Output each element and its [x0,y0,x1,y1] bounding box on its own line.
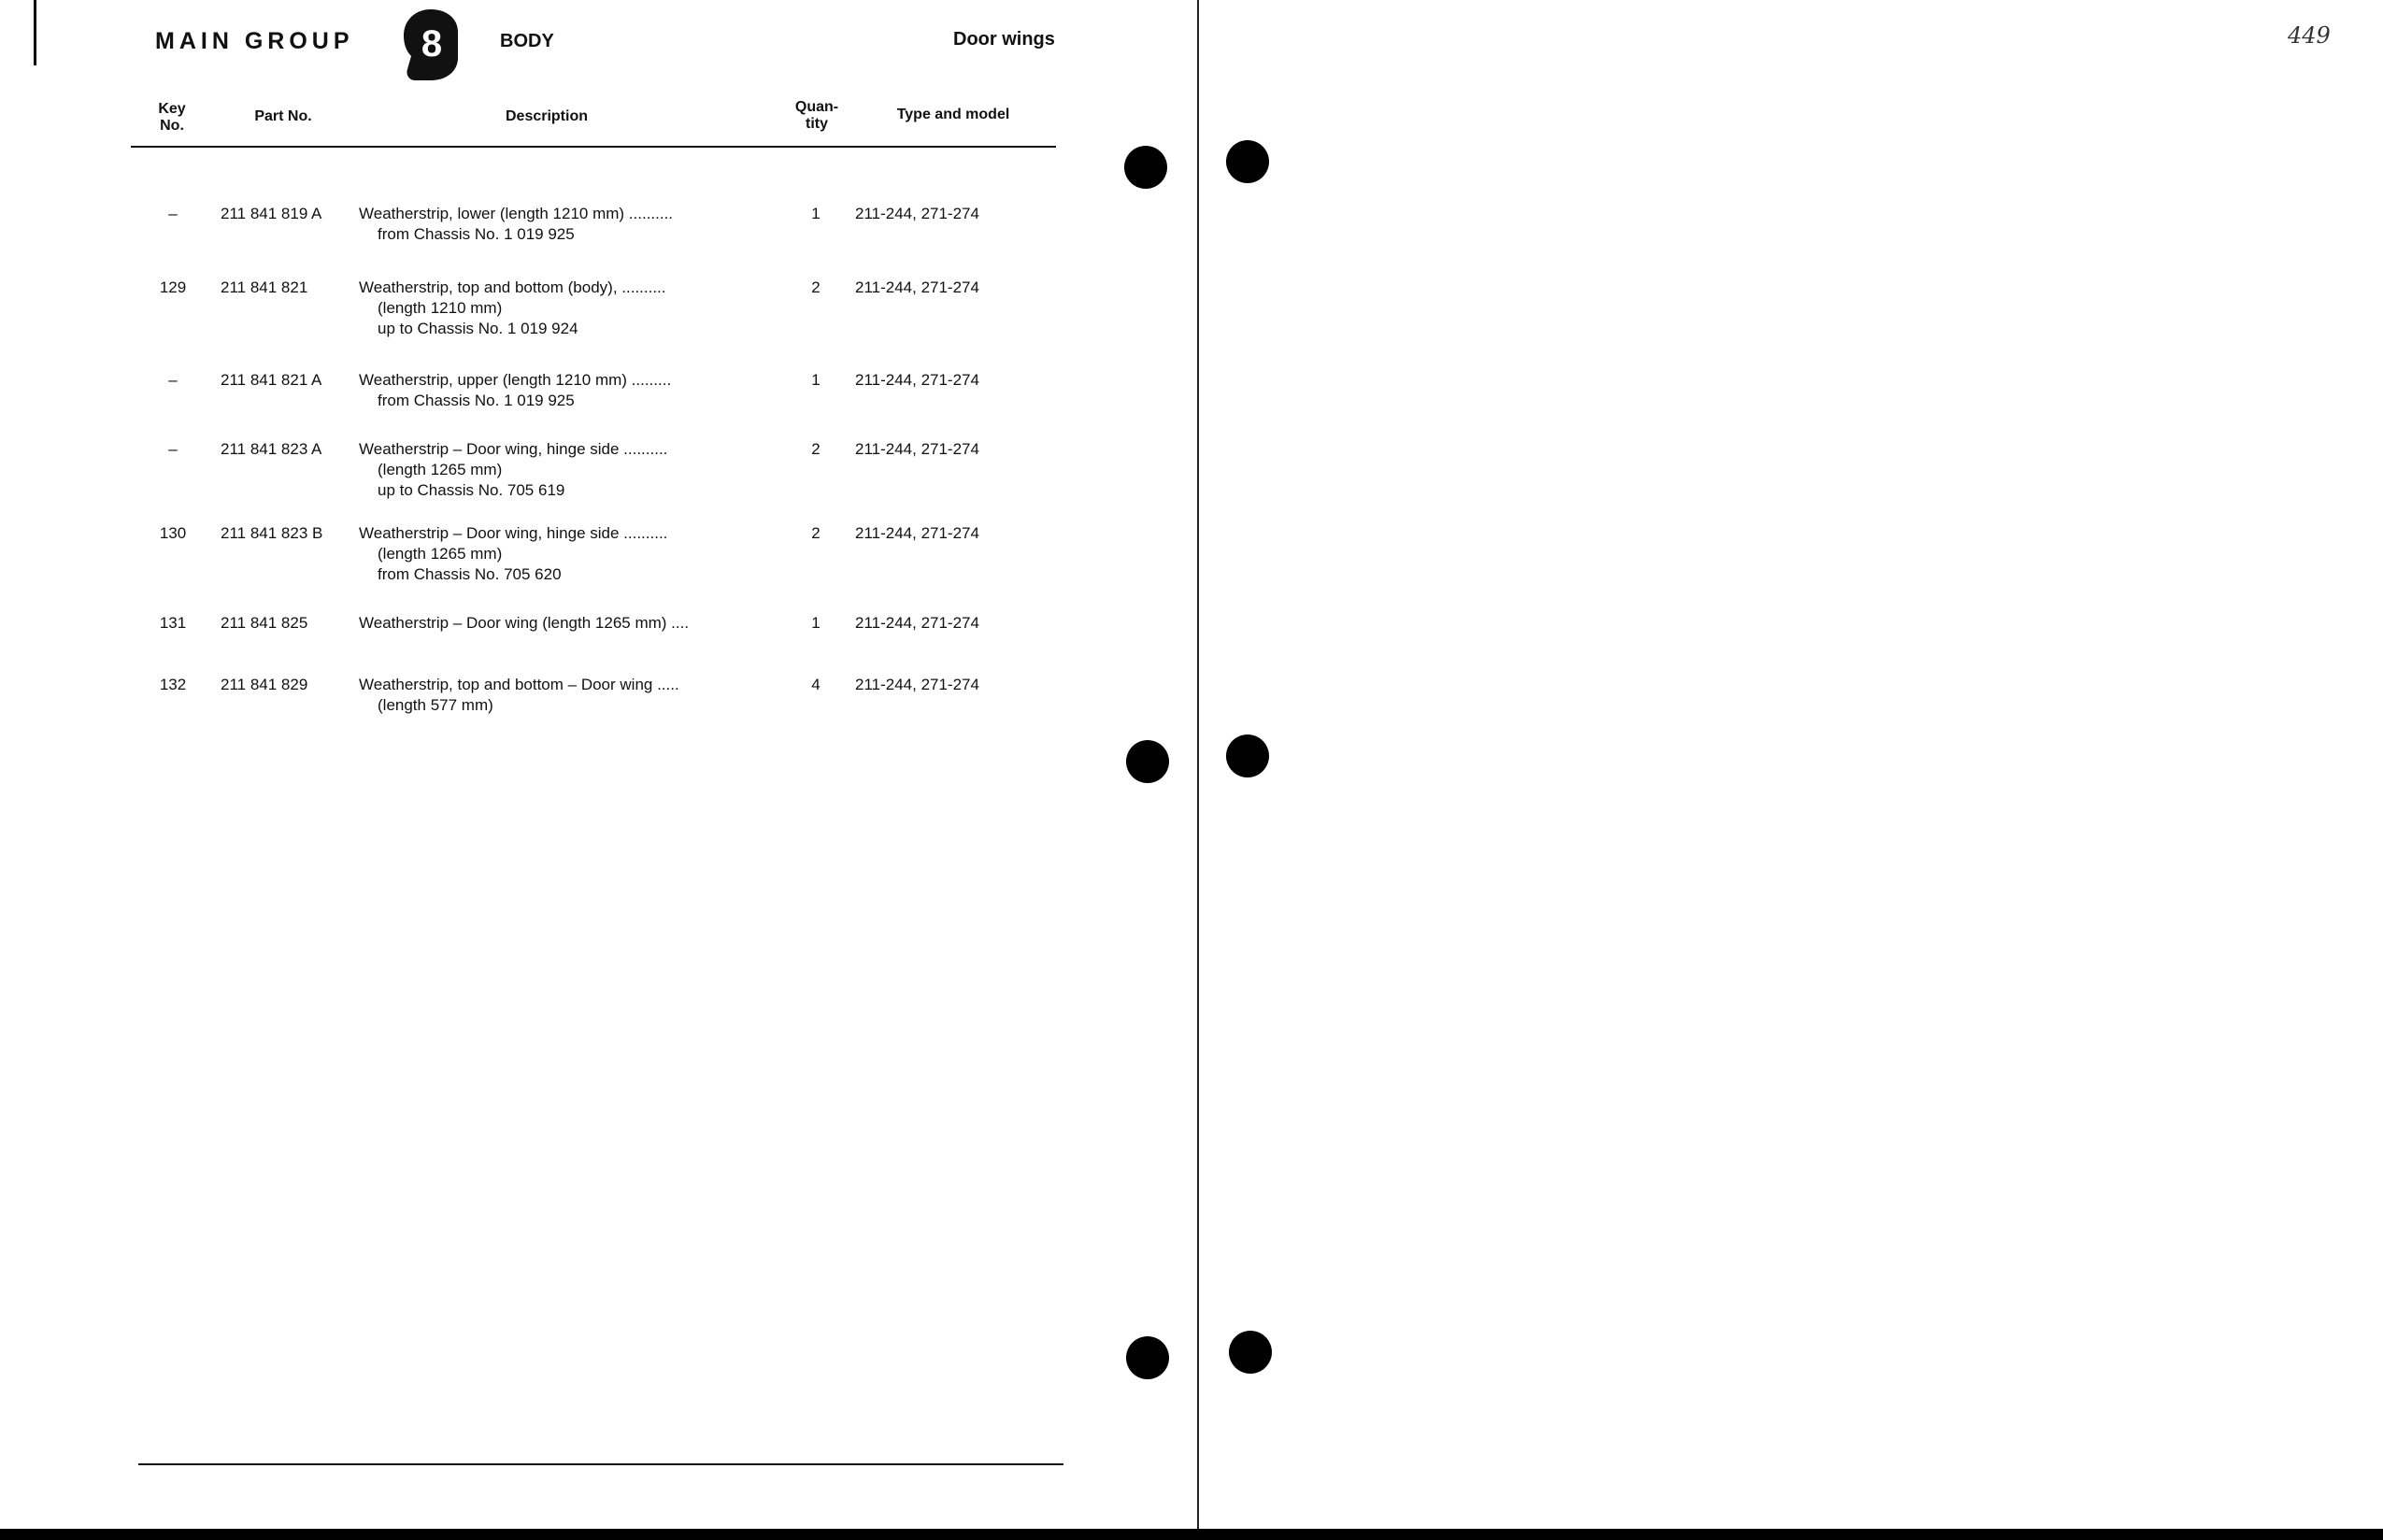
col-type-model: Type and model [896,107,1010,122]
col-quantity: Quan- tity [794,99,839,132]
description: Weatherstrip – Door wing, hinge side .......... (length 1265 mm) up to Chassis No. 705 619 [359,440,668,499]
part-no: 211 841 819 A [221,205,322,222]
type-model: 211-244, 271-274 [855,676,979,693]
quantity: 2 [811,524,820,542]
page-number: 449 [2288,22,2331,49]
part-no: 211 841 829 [221,676,308,693]
description: Weatherstrip – Door wing, hinge side .......... (length 1265 mm) from Chassis No. 705 620 [359,524,668,583]
key-no: 132 [159,676,187,693]
quantity: 1 [811,614,820,632]
section-title: Door wings [953,29,1055,50]
description: Weatherstrip, lower (length 1210 mm) .......... from Chassis No. 1 019 925 [359,205,674,243]
description: Weatherstrip – Door wing (length 1265 mm) .... [359,614,690,632]
type-model: 211-244, 271-274 [855,524,979,542]
type-model: 211-244, 271-274 [855,205,979,222]
type-model: 211-244, 271-274 [855,614,979,632]
binder-hole [1229,1331,1272,1374]
key-no: 130 [159,524,187,542]
quantity: 1 [811,205,820,222]
group-number: 8 [421,23,443,64]
description: Weatherstrip, top and bottom – Door wing ..... (length 577 mm) [359,676,679,714]
binder-hole [1124,146,1167,189]
quantity: 2 [811,278,820,296]
quantity: 2 [811,440,820,458]
quantity: 4 [811,676,820,693]
type-model: 211-244, 271-274 [855,278,979,296]
key-no: – [168,205,178,222]
part-no: 211 841 823 B [221,524,323,542]
binder-hole [1226,734,1269,777]
group-number-badge [402,7,460,82]
key-no: 129 [159,278,187,296]
binder-hole [1126,740,1169,783]
scan-edge-mark [34,0,36,65]
scan-bottom-edge [0,1529,2383,1540]
key-no: 131 [159,614,187,632]
page-fold-line [1197,0,1199,1533]
binder-hole [1226,140,1269,183]
quantity: 1 [811,371,820,389]
main-group-label: MAIN GROUP [155,28,354,54]
part-no: 211 841 821 [221,278,308,296]
binder-hole [1126,1336,1169,1379]
col-part-no: Part No. [254,108,312,124]
description: Weatherstrip, upper (length 1210 mm) ......... from Chassis No. 1 019 925 [359,371,672,409]
col-key-no: Key No. [158,101,186,134]
footer-rule [138,1463,1063,1465]
key-no: – [168,440,178,458]
header-rule [131,146,1056,148]
type-model: 211-244, 271-274 [855,440,979,458]
type-model: 211-244, 271-274 [855,371,979,389]
part-no: 211 841 821 A [221,371,322,389]
part-no: 211 841 823 A [221,440,322,458]
part-no: 211 841 825 [221,614,308,632]
description: Weatherstrip, top and bottom (body), .......... (length 1210 mm) up to Chassis No. 1 019 924 [359,278,666,337]
col-description: Description [505,108,588,124]
key-no: – [168,371,178,389]
group-name: BODY [500,31,554,51]
